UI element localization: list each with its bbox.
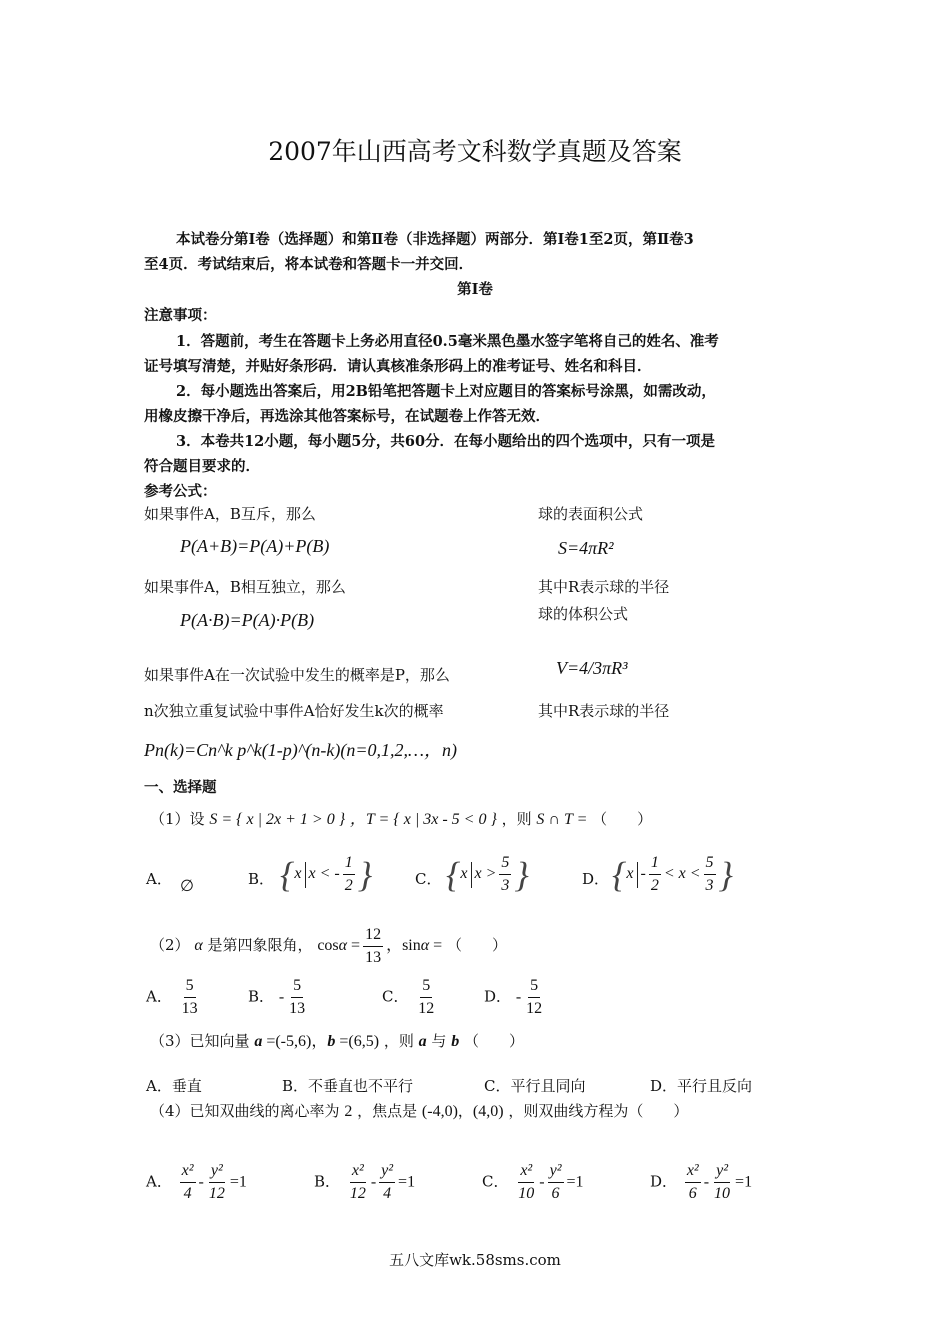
question-2-option-d: D． - $\frac{5}{12}$ bbox=[484, 977, 543, 1017]
question-4-option-c: C． $\frac{\text{x²}}{10}$ - $\frac{\text{y²}}{6}$ =1 bbox=[482, 1162, 584, 1202]
sphere-radius-note-2: 其中R表示球的半径 bbox=[538, 702, 670, 720]
formula-3-math: Pn(k)=Cn^k p^k(1-p)^(n-k)(n=0,1,2,…，n) bbox=[144, 740, 457, 760]
question-2-option-b-label: B． bbox=[248, 987, 275, 1006]
notice-item-1-line-2: 证号填写清楚，并贴好条形码．请认真核准条形码上的准考证号、姓名和科目． bbox=[144, 358, 652, 375]
question-4-eccentricity: 2 bbox=[344, 1103, 353, 1120]
formula-1-text: 如果事件A，B互斥，那么 bbox=[144, 505, 316, 523]
formula-3-text: 如果事件A在一次试验中发生的概率是P，那么 bbox=[144, 666, 450, 684]
question-1-set-t: ，T = { x | 3x - 5 < 0 } bbox=[349, 811, 497, 828]
section-title: 一、选择题 bbox=[144, 779, 217, 796]
question-3-vector-a: a =(-5,6)，b =(6,5) bbox=[254, 1033, 380, 1050]
sphere-volume-text: 球的体积公式 bbox=[538, 605, 629, 623]
question-1-paren: （ ） bbox=[592, 810, 653, 828]
question-3-then: ，则 bbox=[383, 1032, 414, 1050]
notice-item-3-line-1: 3．本卷共12小题，每小题5分，共60分．在每小题给出的四个选项中，只有一项是 bbox=[176, 433, 716, 450]
question-1-option-a-label: A． bbox=[146, 870, 172, 888]
question-1-option-d-value: {x - $\frac{1}{2}$ < x < $\frac{5}{3}$ } bbox=[612, 854, 733, 895]
question-3-paren: （ ） bbox=[463, 1032, 524, 1050]
question-4-focus-1: (-4,0) bbox=[421, 1103, 458, 1120]
question-4-rest: ，则双曲线方程为（ ） bbox=[508, 1102, 689, 1120]
question-1-set-s: S = { x | 2x + 1 > 0 } bbox=[209, 811, 346, 828]
question-3-option-c: C．平行且同向 bbox=[484, 1077, 586, 1095]
intro-line-2: 至4页．考试结束后，将本试卷和答题卡一并交回． bbox=[144, 256, 474, 273]
question-4-option-a-label: A． bbox=[146, 1172, 172, 1191]
formula-4-text: n次独立重复试验中事件A恰好发生k次的概率 bbox=[144, 702, 444, 720]
question-2-alpha: α bbox=[194, 937, 203, 955]
formula-2-math: P(A·B)=P(A)·P(B) bbox=[180, 610, 315, 630]
question-3-label: （3）已知向量 bbox=[150, 1032, 250, 1050]
question-4-option-c-label: C． bbox=[482, 1172, 509, 1191]
page-title: 2007年山西高考文科数学真题及答案 bbox=[268, 137, 682, 166]
part-title: 第Ⅰ卷 bbox=[457, 281, 493, 298]
notice-heading: 注意事项： bbox=[144, 307, 217, 324]
question-2-option-a: A． $\frac{5}{13}$ bbox=[146, 977, 198, 1017]
notice-item-3-line-2: 符合题目要求的． bbox=[144, 458, 260, 475]
sphere-volume-math: V=4/3πR³ bbox=[556, 658, 628, 678]
question-4-option-a: A． $\frac{\text{x²}}{4}$ - $\frac{\text{y²}}{12}$ =1 bbox=[146, 1162, 247, 1202]
question-2-option-c-label: C． bbox=[382, 987, 409, 1006]
question-2-option-b: B． - $\frac{5}{13}$ bbox=[248, 977, 306, 1017]
question-1 bbox=[150, 806, 652, 829]
sphere-area-math: S=4πR² bbox=[558, 538, 614, 558]
sphere-radius-note-1: 其中R表示球的半径 bbox=[538, 578, 670, 596]
question-2-mid: 是第四象限角， bbox=[207, 936, 313, 955]
question-2 bbox=[150, 924, 507, 969]
notice-item-2-line-2: 用橡皮擦干净后，再选涂其他答案标号，在试题卷上作答无效． bbox=[144, 408, 550, 425]
question-4-option-b: B． $\frac{\text{x²}}{12}$ - $\frac{\text{y²}}{4}$ =1 bbox=[314, 1162, 416, 1202]
notice-item-2-line-1: 2．每小题选出答案后，用2B铅笔把答题卡上对应题目的答案标号涂黑，如需改动， bbox=[176, 383, 716, 400]
question-2-cos: cosα = $\frac{12}{13}$ ，sinα = bbox=[317, 926, 443, 966]
question-4-focus: ，焦点是 bbox=[357, 1102, 418, 1120]
question-1-label: （1）设 bbox=[150, 810, 205, 828]
question-4-label: （4）已知双曲线的离心率为 bbox=[150, 1102, 340, 1120]
question-2-option-d-label: D． bbox=[484, 987, 512, 1006]
sphere-area-text: 球的表面积公式 bbox=[538, 505, 644, 523]
formula-1-math: P(A+B)=P(A)+P(B) bbox=[180, 536, 330, 556]
question-3-option-a: A．垂直 bbox=[146, 1077, 202, 1095]
question-3-b: b bbox=[451, 1033, 460, 1050]
question-2-option-a-label: A． bbox=[146, 987, 172, 1006]
question-1-option-a-value: ∅ bbox=[180, 878, 194, 895]
question-4-option-d: D． $\frac{\text{x²}}{6}$ - $\frac{\text{y²}}{10}$ =1 bbox=[650, 1162, 753, 1202]
question-4-focus-2: (4,0) bbox=[472, 1103, 504, 1120]
question-2-paren: （ ） bbox=[446, 936, 507, 955]
question-3-a: a bbox=[418, 1033, 427, 1050]
page-footer: 五八文库wk.58sms.com bbox=[389, 1251, 561, 1269]
question-1-intersection: S ∩ T = bbox=[536, 811, 588, 828]
notice-item-1-line-1: 1．答题前，考生在答题卡上务必用直径0.5毫米黑色墨水签字笔将自己的姓名、准考 bbox=[176, 333, 719, 350]
question-3-option-b: B．不垂直也不平行 bbox=[282, 1077, 414, 1095]
question-2-option-c: C． $\frac{5}{12}$ bbox=[382, 977, 435, 1017]
question-3 bbox=[150, 1028, 524, 1051]
question-3-with: 与 bbox=[431, 1032, 447, 1050]
question-2-label: （2） bbox=[150, 936, 190, 955]
question-3-option-d: D．平行且反向 bbox=[650, 1077, 753, 1095]
question-4-option-b-label: B． bbox=[314, 1172, 341, 1191]
question-4: （4）已知双曲线的离心率为 2 ，焦点是 (-4,0)，(4,0) ，则双曲线方程为（ ） bbox=[150, 1102, 689, 1120]
formulas-heading: 参考公式： bbox=[144, 483, 217, 500]
question-1-option-b-label: B． bbox=[248, 870, 275, 888]
question-1-option-b-value: {x x < - $\frac{1}{2}$ } bbox=[280, 854, 373, 895]
question-1-then: ，则 bbox=[501, 810, 532, 828]
formula-2-text: 如果事件A，B相互独立，那么 bbox=[144, 578, 346, 596]
question-1-option-d-label: D． bbox=[582, 870, 610, 888]
intro-line-1: 本试卷分第Ⅰ卷（选择题）和第Ⅱ卷（非选择题）两部分．第Ⅰ卷1至2页，第Ⅱ卷3 bbox=[176, 231, 694, 248]
question-1-option-c-value: {x x > $\frac{5}{3}$ } bbox=[446, 854, 529, 895]
question-4-option-d-label: D． bbox=[650, 1172, 678, 1191]
question-1-option-c-label: C． bbox=[415, 870, 442, 888]
